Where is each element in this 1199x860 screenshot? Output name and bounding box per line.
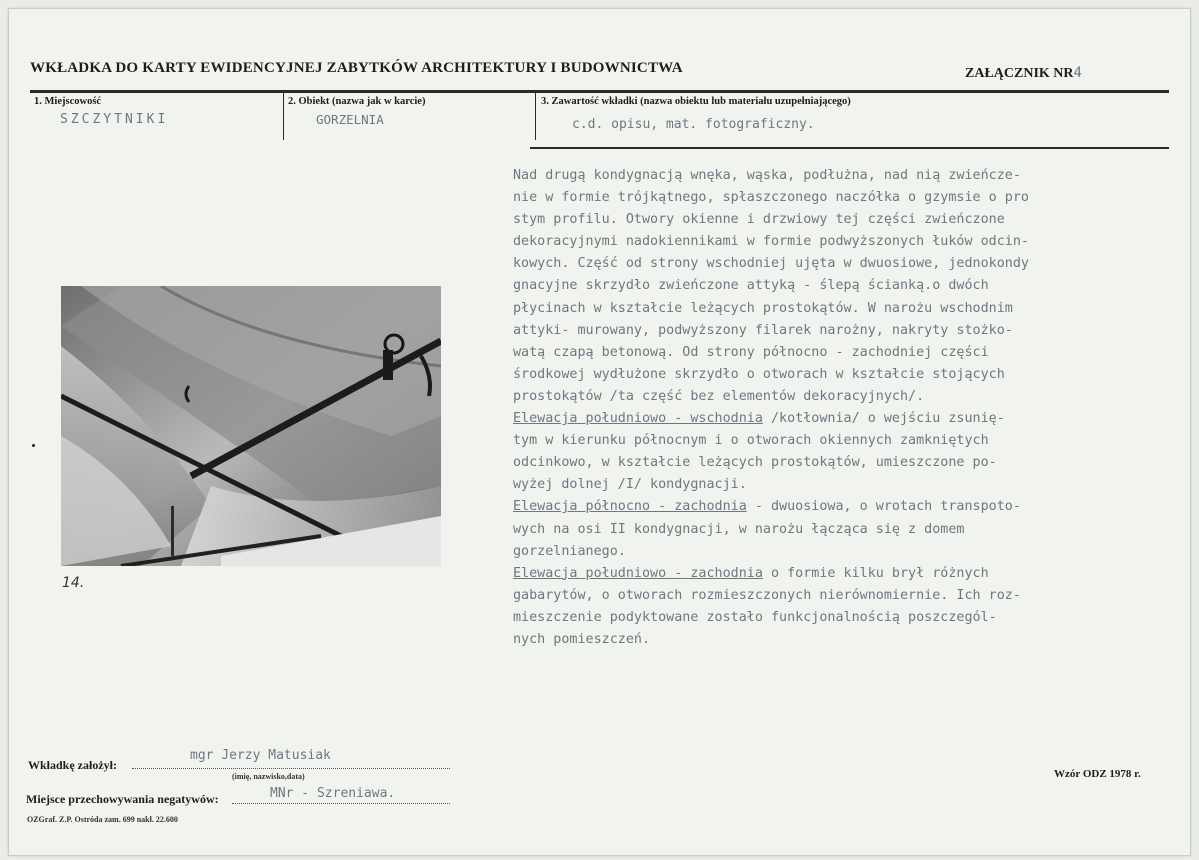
section-text: /kotłownia/ o wejściu zsunię-	[762, 411, 1005, 427]
author-line	[132, 768, 450, 769]
header-top-rule	[30, 90, 1169, 93]
field-divider-2	[535, 92, 536, 140]
author-note: (imię, nazwisko,data)	[232, 772, 305, 781]
negatives-line	[232, 803, 450, 804]
section-north-west	[513, 496, 1153, 518]
author-value: mgr Jerzy Matusiak	[190, 748, 331, 763]
locality-value: SZCZYTNIKI	[60, 112, 169, 127]
description-line: środkowej wydłużone skrzydło o otworach w kształcie stojących	[513, 366, 1005, 382]
annex-label	[965, 65, 1082, 82]
section-text: - dwuosiowa, o wrotach transpoto-	[746, 499, 1021, 515]
section-heading-south-west: Elewacja południowo - zachodnia	[513, 565, 763, 581]
description-line: nych pomieszczeń.	[513, 631, 651, 647]
section-heading-south-east: Elewacja południowo - wschodnia	[513, 411, 763, 427]
object-value: GORZELNIA	[316, 112, 384, 127]
description-line: gorzelnianego.	[513, 543, 626, 559]
form-label: Wzór ODZ 1978 r.	[1054, 768, 1141, 780]
description-line: watą czapą betonową. Od strony północno - zachodniej części	[513, 344, 989, 360]
description-line: nie w formie trójkątnego, spłaszczonego naczółka o gzymsie o pro	[513, 190, 1029, 206]
section-heading-north-west: Elewacja północno - zachodnia	[513, 499, 747, 515]
section-text: o formie kilku brył różnych	[762, 565, 989, 581]
description-line: mieszczenie podyktowane zostało funkcjonalnością poszczegól-	[513, 609, 997, 625]
section-south-east	[513, 408, 1153, 430]
author-label: Wkładkę założył:	[28, 758, 117, 772]
photo-image	[61, 286, 441, 566]
photo-number: 14.	[62, 575, 85, 591]
contents-label: 3. Zawartość wkładki (nazwa obiektu lub materiału uzupełniającego)	[541, 96, 851, 107]
negatives-label: Miejsce przechowywania negatywów:	[26, 792, 219, 806]
print-info: OZGraf. Z.P. Ostróda zam. 699 nakł. 22.600	[27, 815, 178, 824]
field-divider-1	[283, 92, 284, 140]
description-line: płycinach w kształcie leżących prostokątów. W narożu wschodnim	[513, 300, 1013, 316]
contents-value: c.d. opisu, mat. fotograficzny.	[572, 117, 815, 132]
description-line: attyki- murowany, podwyższony filarek narożny, nakryty stożko-	[513, 322, 1013, 338]
description-line: odcinkowo, w kształcie leżących prostokątów, umieszczone po-	[513, 455, 997, 471]
interior-ceiling-photo	[61, 286, 441, 566]
punch-dot	[32, 444, 35, 447]
description-line: stym profilu. Otwory okienne i drzwiowy tej części zwieńczone	[513, 212, 1005, 228]
document-title: WKŁADKA DO KARTY EWIDENCYJNEJ ZABYTKÓW ARCHITEKTURY I BUDOWNICTWA	[30, 60, 683, 76]
description-line: kowych. Część od strony wschodniej ujęta w dwuosiowe, jednokondy	[513, 256, 1029, 272]
description-line: Nad drugą kondygnacją wnęka, wąska, podłużna, nad nią zwieńcze-	[513, 168, 1021, 183]
description-line: prostokątów /ta część bez elementów dekoracyjnych/.	[513, 388, 925, 404]
description-line: gnacyjne skrzydło zwieńczone attyką - ślepą ścianką.o dwóch	[513, 278, 989, 294]
annex-number: 4	[1073, 65, 1082, 81]
description-line: gabarytów, o otworach rozmieszczonych nierównomiernie. Ich roz-	[513, 587, 1021, 603]
locality-label: 1. Miejscowość	[34, 96, 102, 107]
description-line: tym w kierunku północnym i o otworach okiennych zamkniętych	[513, 433, 989, 449]
negatives-value: MNr - Szreniawa.	[270, 786, 396, 801]
description-line: dekoracyjnymi nadokiennikami w formie podwyższonych łuków odcin-	[513, 234, 1029, 250]
description-line: wyżej dolnej /I/ kondygnacji.	[513, 477, 747, 493]
section-south-west	[513, 563, 1153, 585]
header-bottom-rule	[530, 147, 1169, 149]
object-label: 2. Obiekt (nazwa jak w karcie)	[288, 96, 426, 107]
description-line: wych na osi II kondygnacji, w narożu łącząca się z domem	[513, 521, 965, 537]
annex-label-text: ZAŁĄCZNIK NR	[965, 66, 1074, 81]
description-text	[513, 165, 1153, 651]
